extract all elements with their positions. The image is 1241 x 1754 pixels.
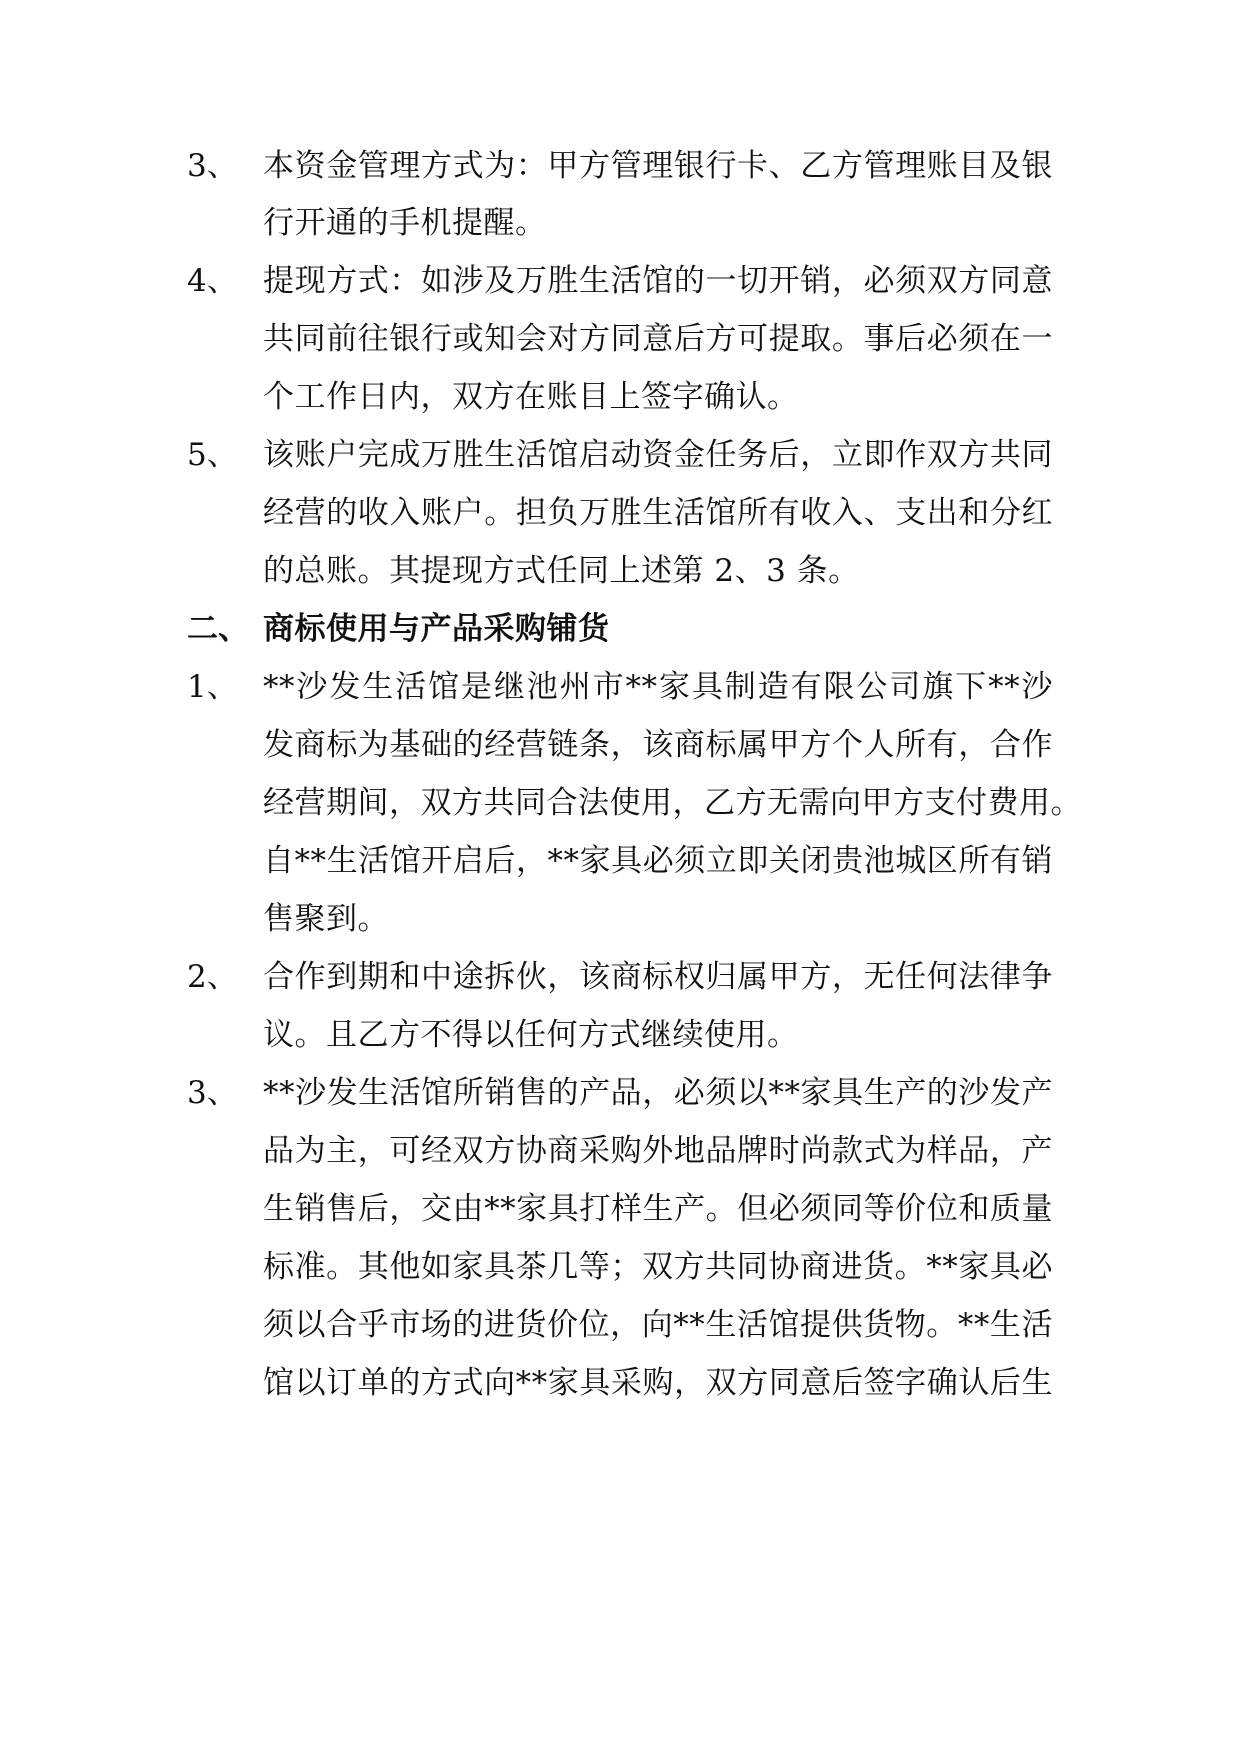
text-line	[0, 1292, 1241, 1358]
item-text: 行开通的手机提醒。	[263, 205, 547, 241]
text-line	[0, 480, 1241, 546]
item-number: 4、	[187, 263, 238, 299]
text-line	[0, 712, 1241, 778]
text-line	[0, 1118, 1241, 1184]
text-line	[0, 1002, 1241, 1068]
item-text: 议。且乙方不得以任何方式继续使用。	[263, 1017, 799, 1053]
list-item	[0, 1060, 1241, 1126]
list-item	[0, 422, 1241, 488]
item-text: 标准。其他如家具茶几等；双方共同协商进货。**家具必	[263, 1249, 1053, 1285]
item-text: 售聚到。	[263, 901, 389, 937]
item-text: 提现方式：如涉及万胜生活馆的一切开销，必须双方同意	[263, 263, 1053, 299]
item-text: 经营的收入账户。担负万胜生活馆所有收入、支出和分红	[263, 495, 1053, 531]
item-text: 品为主，可经双方协商采购外地品牌时尚款式为样品，产	[263, 1133, 1053, 1169]
text-line	[0, 1350, 1241, 1416]
item-text: 本资金管理方式为：甲方管理银行卡、乙方管理账目及银	[263, 148, 1053, 184]
list-item	[0, 654, 1241, 720]
item-text: 该账户完成万胜生活馆启动资金任务后，立即作双方共同	[263, 437, 1053, 473]
item-text: 自**生活馆开启后，**家具必须立即关闭贵池城区所有销	[263, 843, 1053, 879]
list-item	[0, 944, 1241, 1010]
text-line	[0, 306, 1241, 372]
section-title: 商标使用与产品采购铺货	[263, 611, 610, 647]
item-text: 生销售后，交由**家具打样生产。但必须同等价位和质量	[263, 1191, 1053, 1227]
text-line	[0, 190, 1241, 256]
list-item	[0, 248, 1241, 314]
section-number: 二、	[187, 611, 249, 647]
item-text: 发商标为基础的经营链条，该商标属甲方个人所有，合作	[263, 727, 1053, 763]
text-line	[0, 886, 1241, 952]
item-number: 2、	[187, 959, 238, 995]
section-heading	[0, 596, 1241, 662]
item-text: 经营期间，双方共同合法使用，乙方无需向甲方支付费用。	[263, 785, 1082, 821]
text-line	[0, 364, 1241, 430]
item-number: 3、	[187, 1075, 238, 1111]
text-line	[0, 538, 1241, 604]
item-text: **沙发生活馆是继池州市**家具制造有限公司旗下**沙	[263, 669, 1053, 705]
item-text: 合作到期和中途拆伙，该商标权归属甲方，无任何法律争	[263, 959, 1053, 995]
item-number: 1、	[187, 669, 238, 705]
text-line	[0, 1176, 1241, 1242]
text-line	[0, 828, 1241, 894]
item-number: 5、	[187, 437, 238, 473]
text-line	[0, 770, 1241, 836]
item-number: 3、	[187, 148, 238, 184]
text-line	[0, 1234, 1241, 1300]
item-text: 共同前往银行或知会对方同意后方可提取。事后必须在一	[263, 321, 1053, 357]
item-text: 馆以订单的方式向**家具采购，双方同意后签字确认后生	[263, 1365, 1053, 1401]
item-text: **沙发生活馆所销售的产品，必须以**家具生产的沙发产	[263, 1075, 1053, 1111]
item-text: 须以合乎市场的进货价位，向**生活馆提供货物。**生活	[263, 1307, 1053, 1343]
item-text: 个工作日内，双方在账目上签字确认。	[263, 379, 799, 415]
item-text: 的总账。其提现方式任同上述第 2、3 条。	[263, 553, 860, 589]
